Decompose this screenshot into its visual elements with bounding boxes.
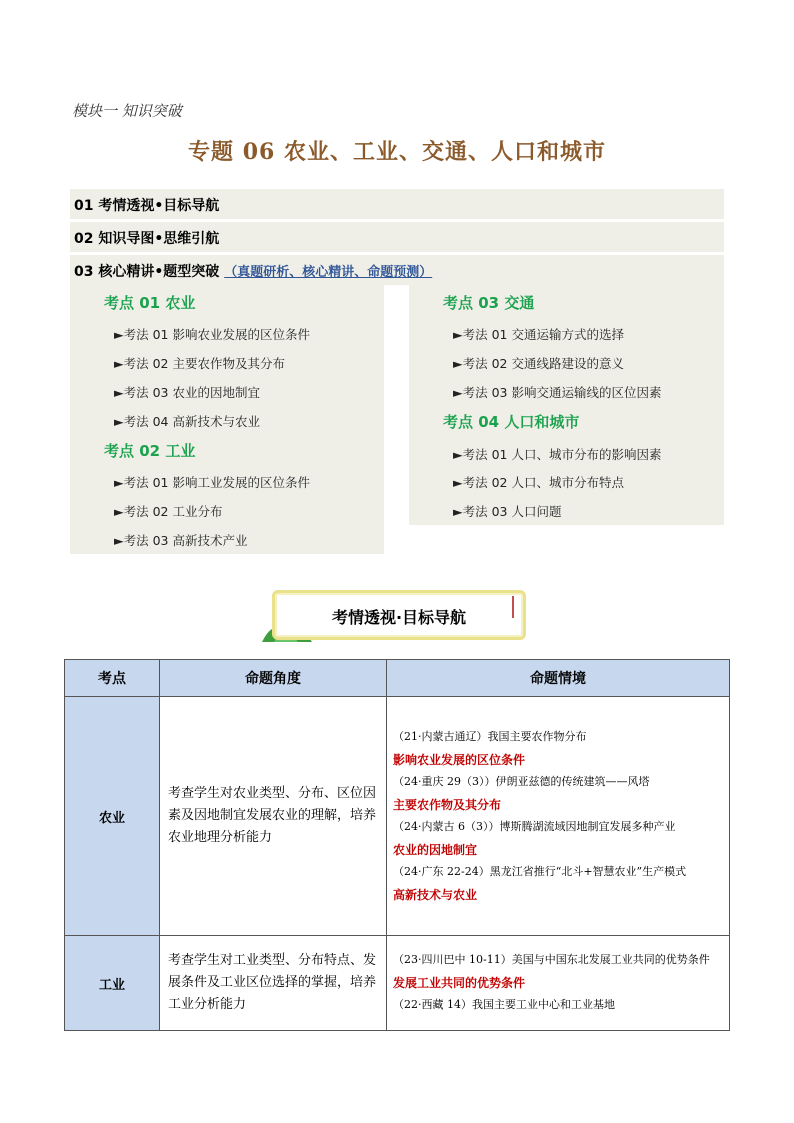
kaodian-cell: 农业 — [65, 697, 160, 936]
kaofa-item[interactable]: ►考法 02 工业分布 — [114, 504, 223, 519]
toc-item-1[interactable] — [70, 189, 724, 219]
kaofa-item[interactable]: ►考法 01 影响农业发展的区位条件 — [114, 327, 310, 342]
banner-accent — [512, 596, 514, 618]
situation-highlight: 影响农业发展的区位条件 — [393, 752, 526, 767]
toc-item-2[interactable] — [70, 222, 724, 252]
kaofa-item[interactable]: ►考法 02 交通线路建设的意义 — [453, 356, 624, 371]
situation-highlight: 发展工业共同的优势条件 — [393, 975, 526, 990]
situation-highlight: 农业的因地制宜 — [393, 842, 478, 857]
table-header-row — [65, 660, 730, 697]
kaodian-title[interactable]: 考点 02 工业 — [104, 442, 196, 460]
situation-highlight: 主要农作物及其分布 — [393, 797, 502, 812]
angle-cell: 考查学生对工业类型、分布特点、发展条件及工业区位选择的掌握，培养工业分析能力 — [160, 936, 387, 1031]
kaofa-item[interactable]: ►考法 02 主要农作物及其分布 — [114, 356, 285, 371]
table-row — [65, 697, 730, 936]
toc-item-label: 01 考情透视•目标导航 — [74, 198, 220, 214]
kaofa-item[interactable]: ►考法 03 高新技术产业 — [114, 533, 248, 548]
kaodian-cell: 工业 — [65, 936, 160, 1031]
kaodian-title[interactable]: 考点 04 人口和城市 — [443, 413, 580, 431]
kaofa-item[interactable]: ►考法 03 影响交通运输线的区位因素 — [453, 385, 662, 400]
angle-cell: 考查学生对农业类型、分布、区位因素及因地制宜发展农业的理解，培养农业地理分析能力 — [160, 697, 387, 936]
kaofa-item[interactable]: ►考法 04 高新技术与农业 — [114, 414, 260, 429]
kaofa-item[interactable]: ►考法 01 影响工业发展的区位条件 — [114, 475, 310, 490]
situation-line: （24·重庆 29（3））伊朗亚兹德的传统建筑——风塔 — [393, 775, 650, 788]
toc-item-label: 03 核心精讲•题型突破 — [74, 264, 220, 280]
exam-analysis-table — [64, 659, 730, 1031]
toc-sub-link[interactable]: （真题研析、核心精讲、命题预测） — [224, 265, 433, 280]
situation-line: （23·四川巴中 10-11）美国与中国东北发展工业共同的优势条件 — [393, 953, 710, 967]
section-banner-label: 考情透视·目标导航 — [331, 608, 467, 627]
situation-cell — [387, 697, 730, 936]
toc-item-3[interactable] — [70, 255, 724, 285]
toc-item-label: 02 知识导图•思维引航 — [74, 231, 220, 247]
column-header: 考点 — [65, 660, 160, 697]
kaofa-item[interactable]: ►考法 03 人口问题 — [453, 504, 562, 519]
page-title: 专题 06 农业、工业、交通、人口和城市 — [188, 139, 606, 165]
kaofa-item[interactable]: ►考法 01 人口、城市分布的影响因素 — [453, 447, 662, 462]
kaofa-item[interactable]: ►考法 01 交通运输方式的选择 — [453, 327, 624, 342]
kaofa-item[interactable]: ►考法 03 农业的因地制宜 — [114, 385, 260, 400]
kaodian-title[interactable]: 考点 03 交通 — [443, 294, 535, 312]
situation-line: （24·内蒙古 6（3））博斯腾湖流域因地制宜发展多种产业 — [393, 820, 676, 833]
situation-line: （21·内蒙古通辽）我国主要农作物分布 — [393, 730, 587, 743]
column-header: 命题角度 — [160, 660, 387, 697]
table-row — [65, 936, 730, 1031]
situation-highlight: 高新技术与农业 — [393, 887, 478, 902]
situation-cell — [387, 936, 730, 1031]
column-header: 命题情境 — [387, 660, 730, 697]
section-banner — [272, 590, 526, 640]
kaodian-title[interactable]: 考点 01 农业 — [104, 294, 196, 312]
situation-line: （22·西藏 14）我国主要工业中心和工业基地 — [393, 998, 615, 1012]
module-label: 模块一 知识突破 — [72, 102, 182, 120]
kaofa-item[interactable]: ►考法 02 人口、城市分布特点 — [453, 475, 624, 490]
situation-line: （24·广东 22-24）黑龙江省推行“北斗+智慧农业”生产模式 — [393, 865, 687, 878]
